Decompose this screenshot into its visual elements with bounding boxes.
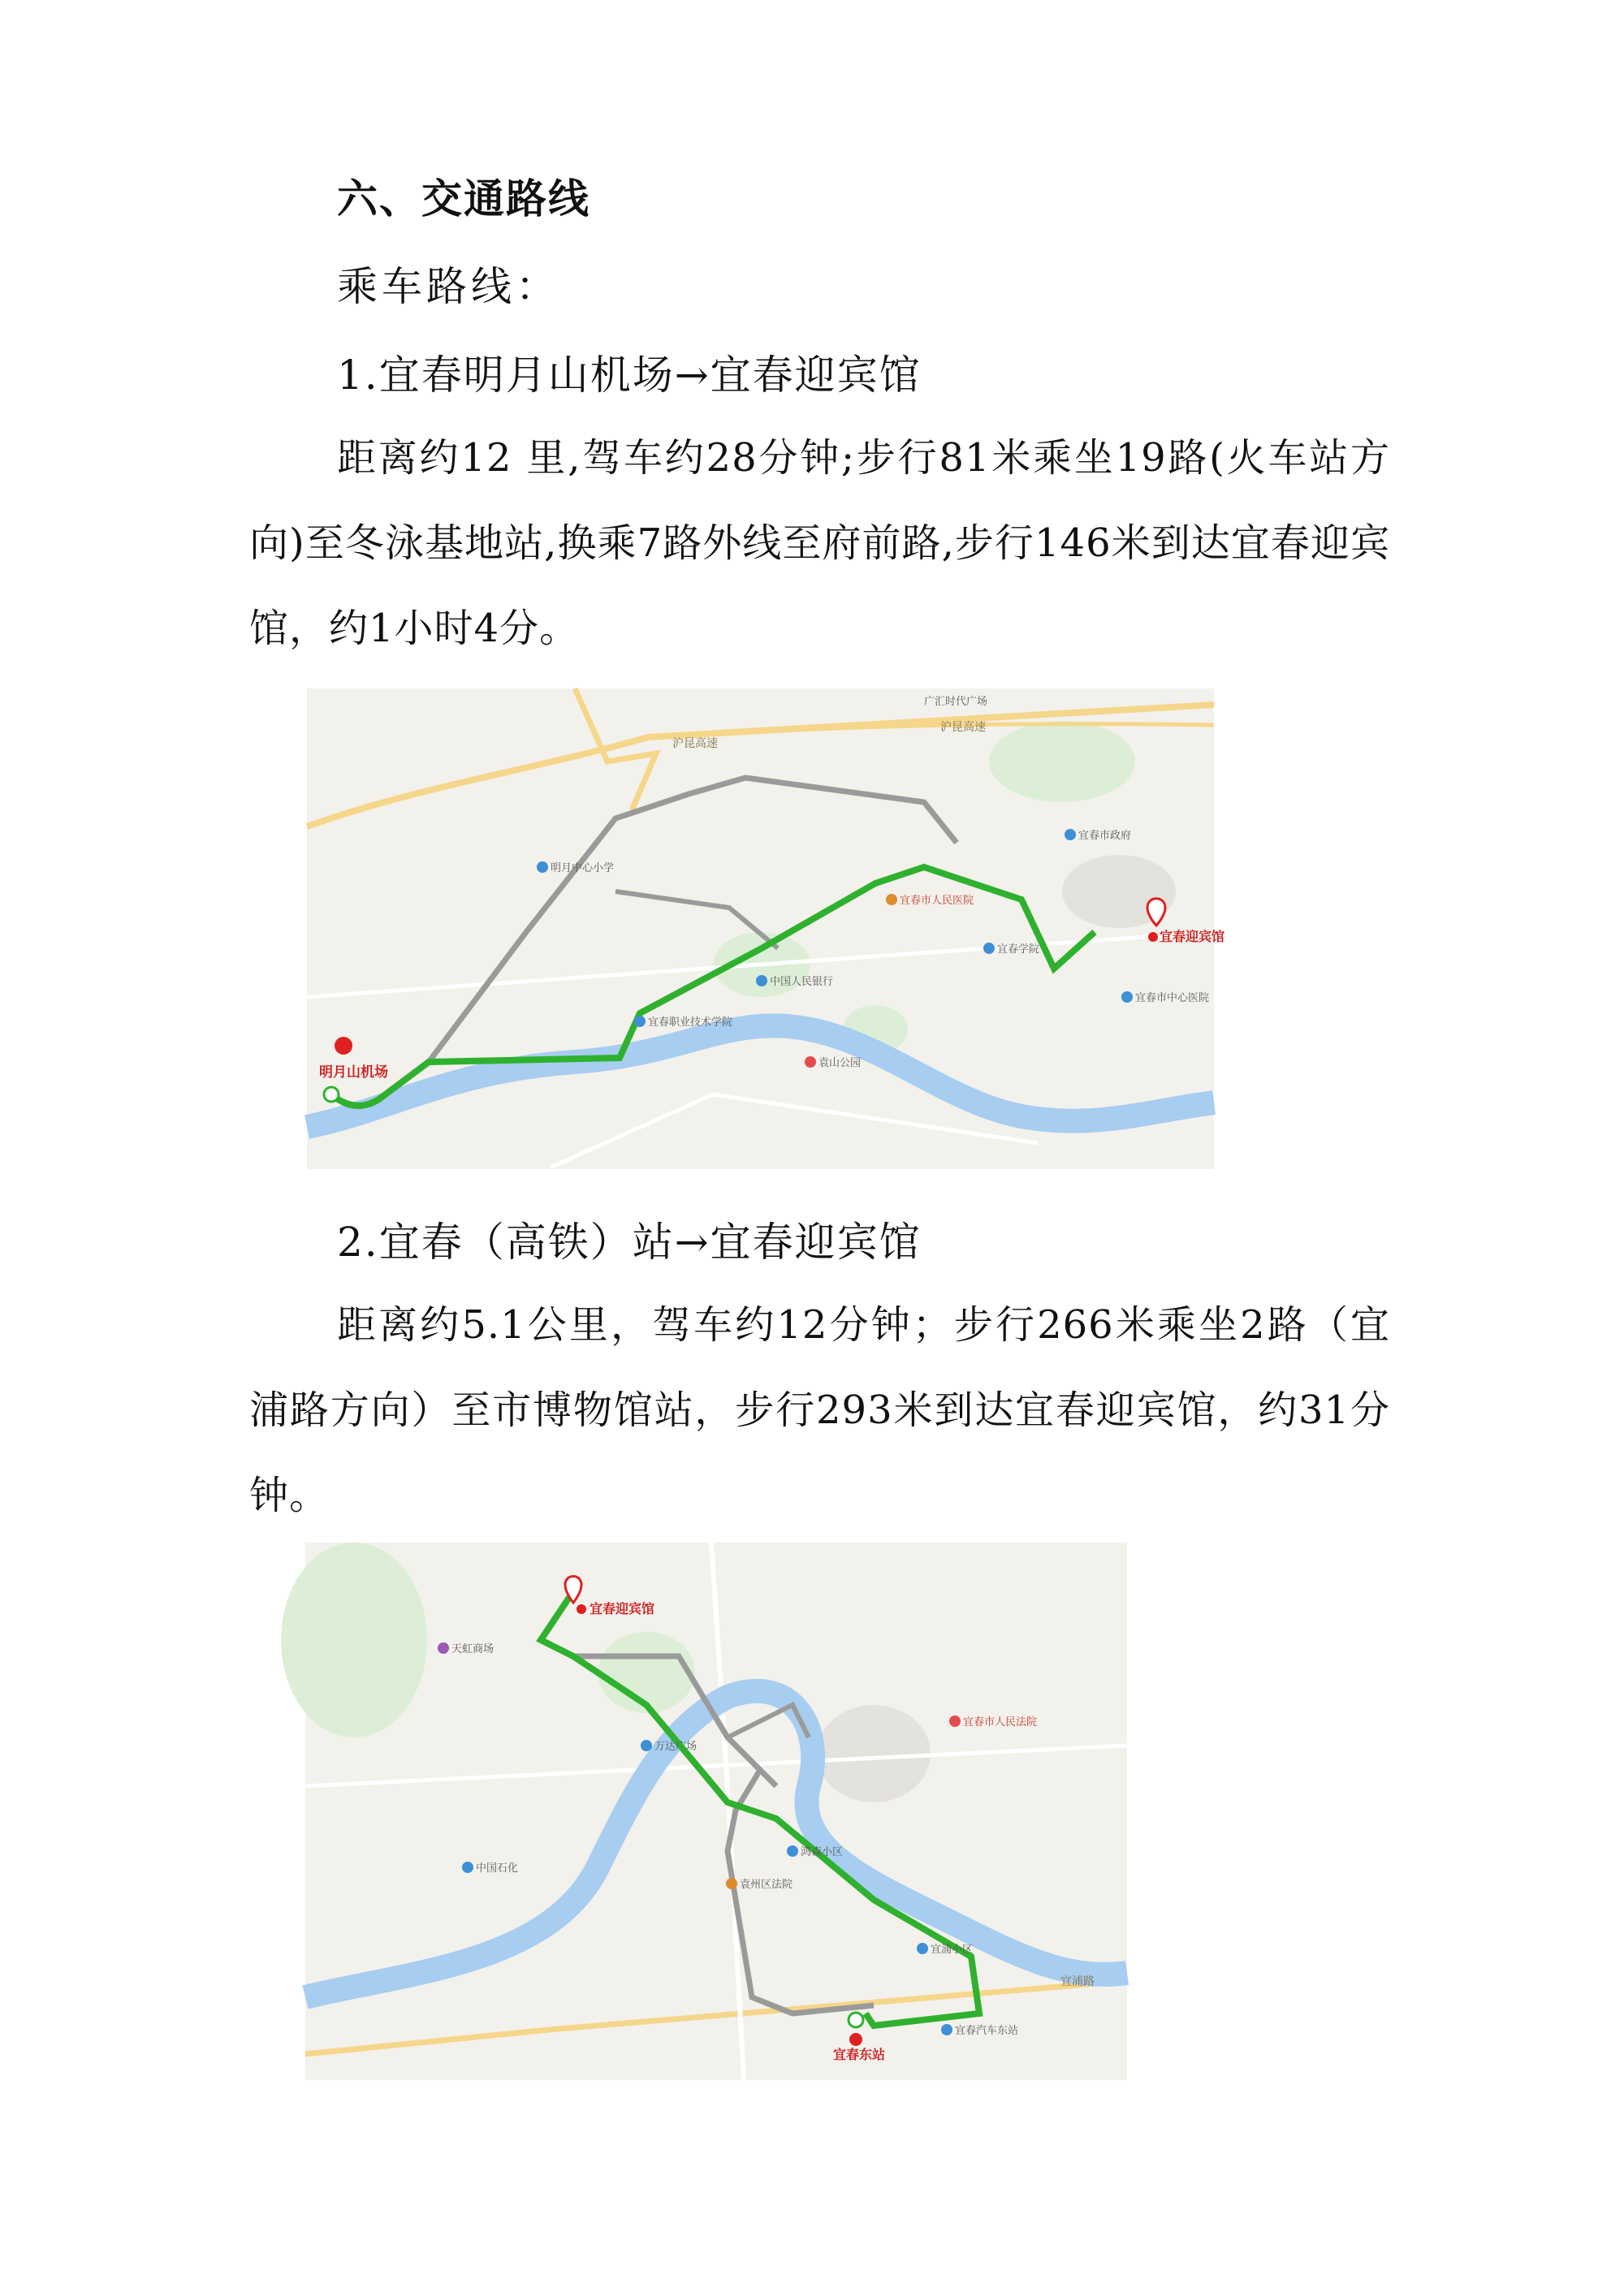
destination-label: 宜春迎宾馆 bbox=[590, 1601, 655, 1616]
poi-marker bbox=[983, 943, 995, 954]
poi-marker bbox=[438, 1642, 449, 1654]
poi-marker bbox=[886, 894, 897, 905]
route-2-map bbox=[305, 1543, 1127, 2080]
poi-label: 明月中心小学 bbox=[551, 862, 615, 874]
poi-label: 宜春市人民法院 bbox=[963, 1716, 1038, 1728]
poi-label: 宜春汽车东站 bbox=[955, 2025, 1019, 2037]
road-label: 宜浦路 bbox=[1060, 1975, 1095, 1988]
poi-label: 宜春学院 bbox=[997, 943, 1040, 956]
poi-marker bbox=[805, 1056, 816, 1068]
route-2-map-canvas bbox=[305, 1543, 1127, 2080]
poi-marker bbox=[941, 2024, 952, 2035]
poi-label: 宜春市人民医院 bbox=[900, 895, 974, 907]
route-1-map-canvas bbox=[307, 688, 1225, 1169]
road-label: 沪昆高速 bbox=[940, 721, 986, 734]
poi-marker bbox=[1121, 991, 1133, 1003]
route-2-title: 2.宜春（高铁）站→宜春迎宾馆 bbox=[337, 1219, 922, 1266]
poi-label: 中国人民银行 bbox=[770, 976, 834, 988]
poi-marker bbox=[917, 1943, 928, 1954]
section-title: 六、交通路线 bbox=[337, 175, 590, 222]
park-area bbox=[989, 721, 1135, 802]
poi-label: 宜春市政府 bbox=[1078, 830, 1132, 842]
origin-marker-icon bbox=[335, 1037, 352, 1055]
origin-marker-icon bbox=[849, 2033, 862, 2046]
poi-label: 天虹商场 bbox=[451, 1643, 495, 1655]
route-1-title: 1.宜春明月山机场→宜春迎宾馆 bbox=[337, 352, 922, 399]
poi-marker bbox=[756, 975, 767, 986]
poi-marker bbox=[537, 861, 548, 873]
origin-label: 宜春东站 bbox=[833, 2047, 886, 2062]
poi-label: 宜浦小区 bbox=[931, 1944, 974, 1956]
origin-label: 明月山机场 bbox=[319, 1064, 388, 1081]
destination-dot-icon bbox=[577, 1604, 586, 1614]
poi-label: 万达广场 bbox=[654, 1741, 698, 1753]
poi-marker bbox=[641, 1740, 652, 1751]
poi-label: 袁山公园 bbox=[818, 1057, 862, 1069]
route-1-description: 距离约12 里,驾车约28分钟;步行81米乘坐19路(火车站方向)至冬泳基地站,换乘7路外线至府前路,步行146米到达宜春迎宾馆，约1小时4分。 bbox=[249, 435, 1390, 651]
poi-label: 宜春职业技术学院 bbox=[648, 1016, 733, 1029]
route-1-map bbox=[307, 688, 1225, 1169]
poi-label: 鸿森小区 bbox=[801, 1846, 844, 1858]
poi-marker bbox=[1065, 829, 1076, 840]
route-2-description: 距离约5.1公里，驾车约12分钟；步行266米乘坐2路（宜浦路方向）至市博物馆站，步行293米到达宜春迎宾馆，约31分钟。 bbox=[249, 1302, 1390, 1518]
poi-marker bbox=[949, 1716, 961, 1727]
urban-block bbox=[817, 1705, 931, 1802]
destination-dot-icon bbox=[1148, 932, 1158, 942]
road-label: 沪昆高速 bbox=[672, 737, 718, 750]
destination-label: 宜春迎宾馆 bbox=[1160, 929, 1225, 944]
park-area bbox=[281, 1543, 427, 1737]
poi-marker bbox=[634, 1016, 646, 1027]
road-label: 广汇时代广场 bbox=[924, 696, 988, 708]
start-point-icon bbox=[324, 1087, 339, 1102]
poi-marker bbox=[726, 1878, 737, 1889]
poi-label: 袁州区法院 bbox=[740, 1879, 793, 1891]
poi-marker bbox=[462, 1862, 473, 1873]
poi-label: 中国石化 bbox=[476, 1862, 519, 1875]
park-area bbox=[598, 1632, 695, 1713]
poi-marker bbox=[787, 1845, 798, 1857]
poi-label: 宜春市中心医院 bbox=[1135, 992, 1210, 1004]
start-point-icon bbox=[849, 2013, 863, 2027]
section-subtitle: 乘车路线： bbox=[337, 263, 560, 310]
